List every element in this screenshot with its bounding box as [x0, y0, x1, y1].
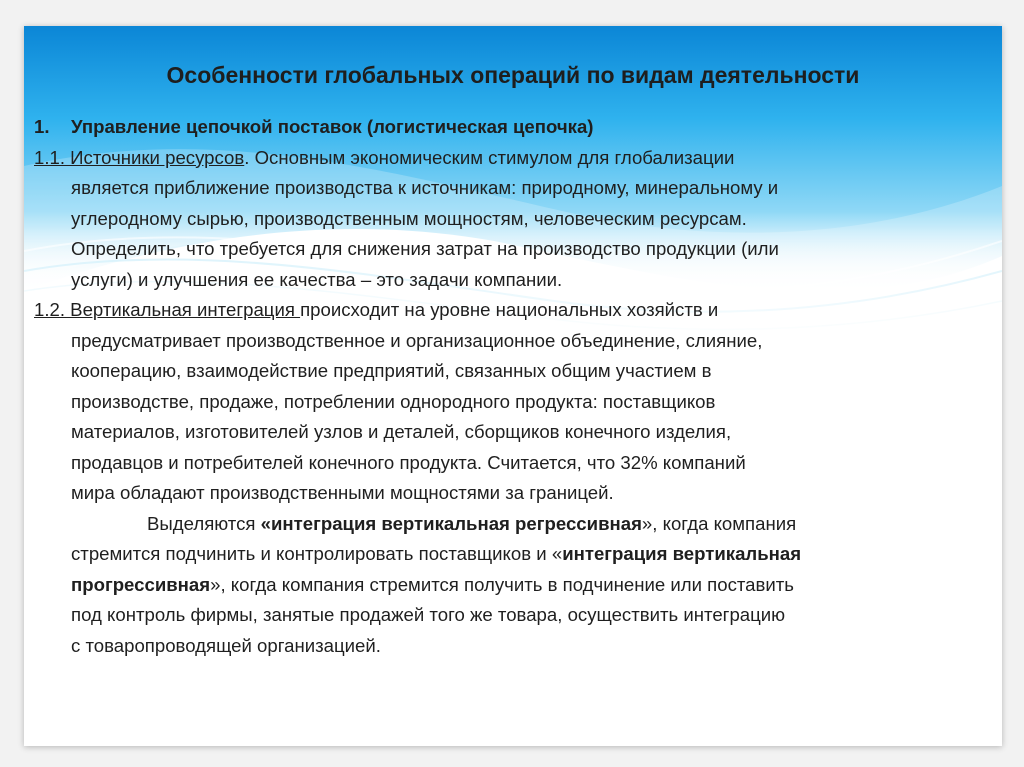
paragraph-1-3-line-4: под контроль фирмы, занятые продажей того же товара, осуществить интеграцию [71, 604, 786, 625]
paragraph-1-1-line-3: углеродному сырью, производственным мощностям, человеческим ресурсам. [71, 207, 747, 229]
paragraph-1-1-line-4: Определить, что требуется для снижения затрат на производство продукции (или [71, 238, 779, 259]
text-fragment: стремится подчинить и контролировать поставщиков и « [71, 543, 563, 564]
paragraph-1-2-line-2: предусматривает производственное и организационное объединение, слияние, [71, 329, 763, 351]
section-number: 1. [34, 116, 50, 137]
subsection-label-1-1: 1.1. Источники ресурсов [34, 146, 245, 168]
paragraph-1-2-line-7: мира обладают производственными мощностями за границей. [71, 482, 614, 503]
text-fragment: », когда компания [641, 512, 797, 534]
paragraph-1-3-line-3 [34, 570, 992, 601]
paragraph-1-2-line-4: производстве, продаже, потреблении однородного продукта: поставщиков [71, 390, 716, 412]
paragraph-1-2-line-5: материалов, изготовителей узлов и деталей, сборщиков конечного изделия, [71, 421, 732, 442]
term-regressive: «интеграция вертикальная регрессивная [260, 512, 642, 534]
paragraph-1-2-line-3: кооперацию, взаимодействие предприятий, связанных общим участием в [71, 360, 712, 381]
paragraph-1-2-line-1 [34, 295, 992, 326]
slide [24, 26, 1002, 746]
term-progressive-part-2: прогрессивная [71, 573, 211, 595]
paragraph-1-3-line-5: с товаропроводящей организацией. [71, 634, 381, 656]
paragraph-1-1-line-5: услуги) и улучшения ее качества – это задачи компании. [71, 268, 563, 290]
text-fragment: Выделяются [147, 512, 261, 534]
paragraph-1-2-line-6: продавцов и потребителей конечного продукта. Считается, что 32% компаний [71, 451, 746, 473]
slide-title: Особенности глобальных операций по видам деятельности [166, 62, 860, 88]
section-heading: Управление цепочкой поставок (логистическая цепочка) [71, 116, 594, 137]
paragraph-1-1-line-1 [34, 143, 992, 174]
text-fragment: », когда компания стремится получить в подчинение или поставить [210, 573, 794, 595]
subsection-label-1-2: 1.2. Вертикальная интеграция [34, 299, 301, 320]
text-fragment: . Основным экономическим стимулом для глобализации [244, 146, 735, 168]
slide-content [34, 112, 992, 661]
paragraph-1-1-line-2: является приближение производства к источникам: природному, минеральному и [71, 177, 779, 198]
paragraph-1-3-line-1 [34, 509, 992, 540]
term-progressive-part-1: интеграция вертикальная [562, 543, 802, 564]
section-heading-line [34, 112, 992, 143]
paragraph-1-3-line-2 [34, 539, 992, 570]
text-fragment: происходит на уровне национальных хозяйств и [300, 299, 719, 320]
